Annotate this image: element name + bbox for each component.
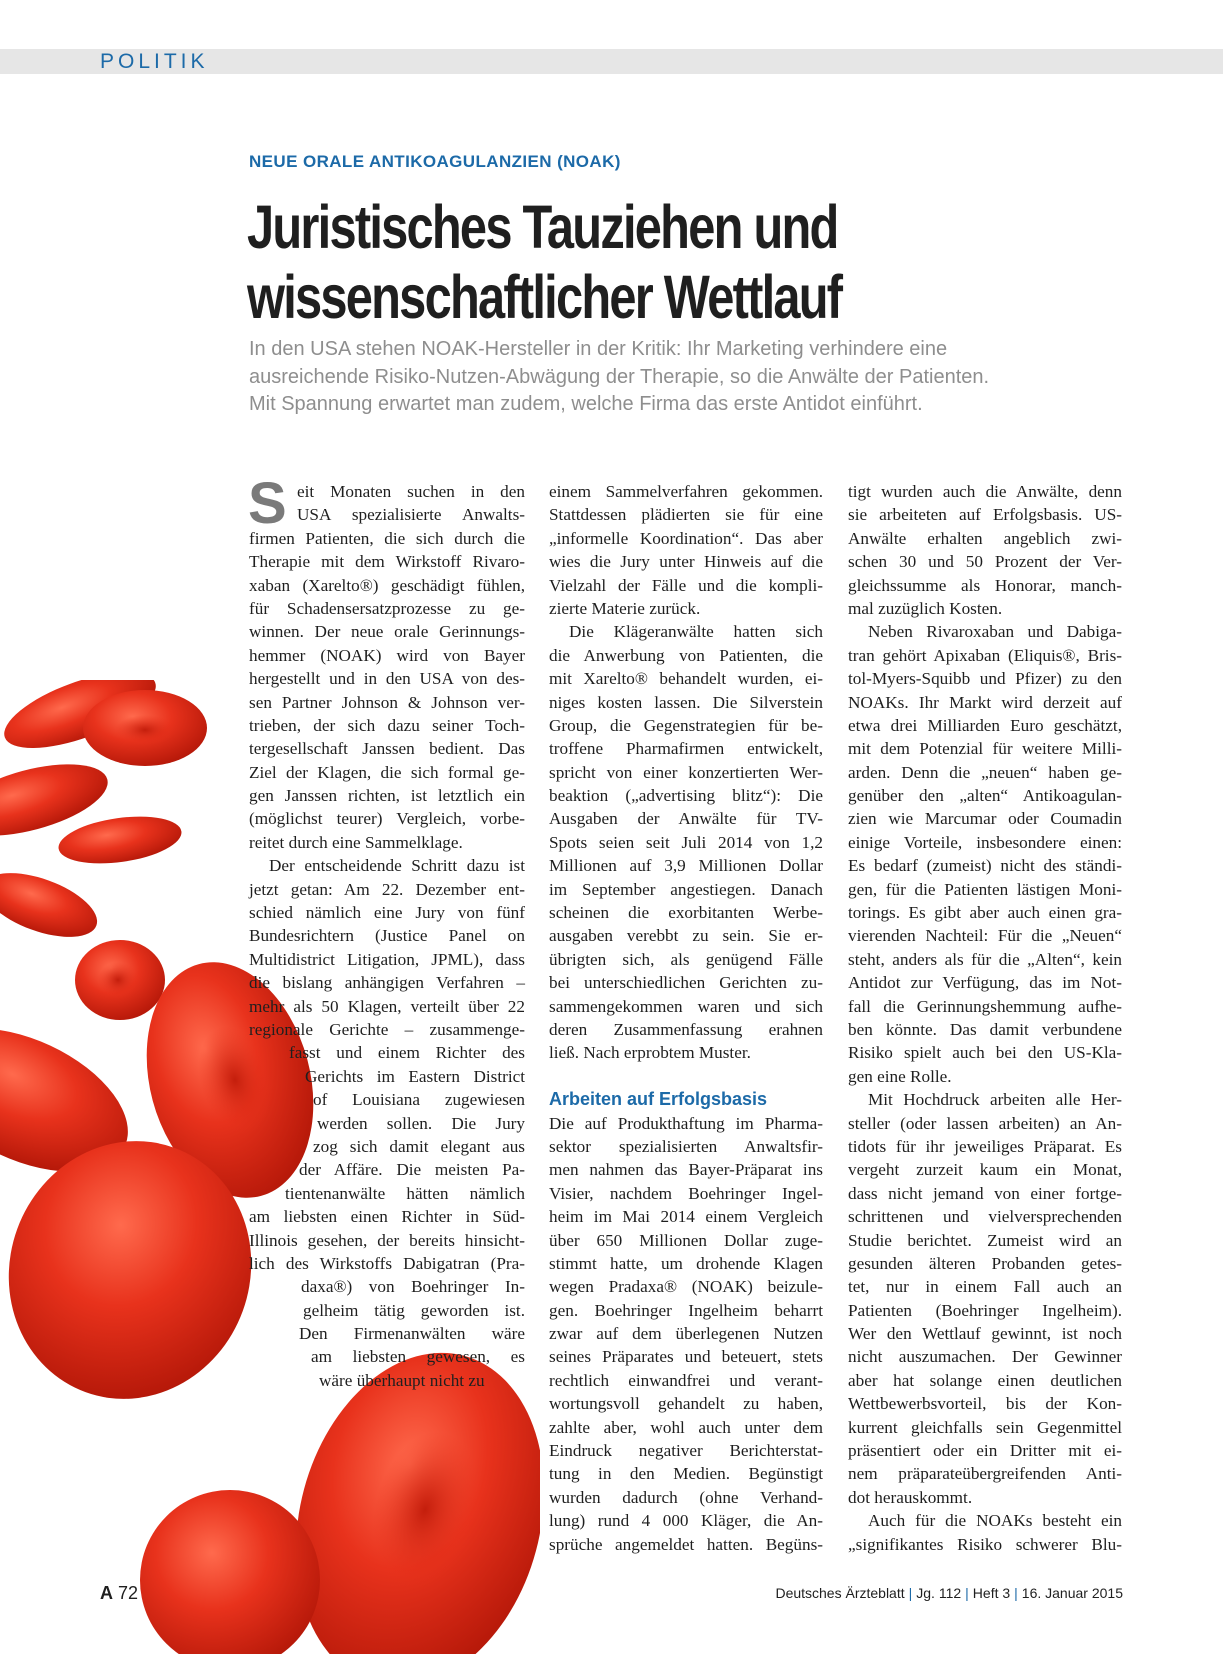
text-line: zien wie Marcumar oder Coumadin [848, 809, 1122, 829]
text-line: Therapie mit dem Wirkstoff Rivaro- [249, 552, 525, 572]
text-line: Antidot zur Verfügung, das im Not- [848, 973, 1122, 993]
kicker: NEUE ORALE ANTIKOAGULANZIEN (NOAK) [249, 152, 621, 171]
text-line: zahlte aber, wohl auch unter dem [549, 1417, 823, 1437]
text-line: hemmer (NOAK) wird von Bayer [249, 645, 525, 665]
text-line: wurden dadurch (ohne Verhand- [549, 1487, 823, 1507]
text-line: aber hat solange einen deutlichen [848, 1370, 1122, 1390]
text-line: dot herauskommt. [848, 1487, 973, 1507]
footer-issue: Heft 3 [972, 1585, 1011, 1601]
text-line: Die Klägeranwälte hatten sich [569, 622, 823, 642]
text-line: Millionen auf 3,9 Millionen Dollar [549, 856, 823, 876]
text-line: Multidistrict Litigation, JPML), dass [249, 949, 525, 969]
text-line: Neben Rivaroxaban und Dabiga- [868, 622, 1122, 642]
text-line: gen Janssen richten, ist letztlich ein [249, 786, 525, 806]
text-line: Risiko spielt auch bei den US-Kla- [848, 1043, 1122, 1063]
text-line: zwar auf dem überlegenen Nutzen [549, 1324, 823, 1344]
text-line: Visier, nachdem Boehringer Ingel- [549, 1183, 823, 1203]
text-line: mehr als 50 Klagen, verteilt über 22 [249, 996, 525, 1016]
text-line: übrigten sich, als genügend Fälle [549, 949, 823, 969]
text-line: Vielzahl der Fälle und die kompli- [549, 575, 823, 595]
text-line: am liebsten gewesen, es [311, 1347, 525, 1367]
text-line: bei unterschiedlichen Gerichten zu- [549, 973, 823, 993]
text-line: schen 30 und 50 Prozent der Ver- [848, 552, 1122, 572]
text-line: of Louisiana zugewiesen [313, 1090, 525, 1110]
body-column-3 [848, 480, 1122, 1556]
text-line: die bislang anhängigen Verfahren – [249, 973, 525, 993]
blood-cell-4 [56, 810, 185, 871]
text-line: lich des Wirkstoffs Dabigatran (Pra- [249, 1253, 525, 1273]
text-line: troffene Pharmafirmen entwickelt, [549, 739, 823, 759]
text-line: Mit Hochdruck arbeiten alle Her- [868, 1090, 1122, 1110]
folio-prefix: A [100, 1583, 113, 1603]
standfirst-line-1: In den USA stehen NOAK-Hersteller in der Kritik: Ihr Marketing verhindere eine [249, 338, 948, 360]
text-line: vergeht zurzeit kaum ein Monat, [848, 1160, 1122, 1180]
text-line: winnen. Der neue orale Gerinnungs- [249, 622, 525, 642]
text-line: arden. Denn die „neuen“ haben ge- [848, 762, 1122, 782]
text-line: fasst und einem Richter des [289, 1043, 525, 1063]
standfirst-line-3: Mit Spannung erwartet man zudem, welche Firma das erste Antidot einführt. [249, 393, 923, 415]
text-line: wegen Pradaxa® (NOAK) beizule- [549, 1277, 823, 1297]
text-line: gen, für die Patienten lästigen Moni- [848, 879, 1122, 899]
text-line: zierte Materie zurück. [549, 598, 701, 618]
text-line: deren Zusammenfassung erahnen [549, 1019, 823, 1039]
text-line: xaban (Xarelto®) geschädigt fühlen, [249, 575, 525, 595]
text-line: „signifikantes Risiko schwerer Blu- [848, 1534, 1122, 1554]
standfirst-line-2: ausreichende Risiko-Nutzen-Abwägung der Therapie, so die Anwälte der Patienten. [249, 365, 990, 388]
text-line: Es bedarf (zumeist) nicht des ständi- [848, 856, 1122, 876]
text-line: gen. Boehringer Ingelheim beharrt [549, 1300, 823, 1320]
text-line: werden sollen. Die Jury [317, 1113, 525, 1133]
text-line: Spots seien seit Juli 2014 von 1,2 [549, 832, 823, 852]
text-line: heim im Mai 2014 einem Vergleich [549, 1207, 823, 1227]
text-line: ausgaben verebbt zu sein. Sie er- [549, 926, 823, 946]
footer-separator: | [1014, 1585, 1018, 1601]
text-line: tol-Myers-Squibb und Pfizer) zu den [848, 669, 1122, 689]
text-line: Wettbewerbsvorteil, bis der Kon- [848, 1394, 1122, 1414]
text-line: am liebsten einen Richter in Süd- [249, 1207, 525, 1227]
text-line: Studie berichtet. Zumeist wird an [848, 1230, 1122, 1250]
drop-cap: S [248, 471, 287, 536]
text-line: die Anwerbung von Patienten, die [549, 645, 823, 665]
text-line: Illinois gesehen, der bereits hinsicht- [249, 1230, 525, 1250]
text-line: lung) rund 4 000 Kläger, die An- [549, 1511, 823, 1531]
text-line: „informelle Koordination“. Das aber [549, 528, 823, 548]
text-line: scheinen die exorbitanten Werbe- [549, 903, 823, 923]
text-line: Anwälte erhalten angeblich zwi- [848, 528, 1122, 548]
text-line: tung in den Medien. Begünstigt [549, 1464, 823, 1484]
footer-separator: | [908, 1585, 913, 1601]
text-line: der Affäre. Die meisten Pa- [299, 1160, 525, 1180]
text-line: mit dem Potenzial für weitere Milli- [848, 739, 1122, 759]
text-line: Gerichts im Eastern District [305, 1066, 525, 1086]
text-line: rechtlich einwandfrei und verant- [549, 1370, 823, 1390]
text-line: Ausgaben der Anwälte für TV- [549, 809, 823, 829]
text-line: mal zuzüglich Kosten. [848, 598, 1003, 618]
text-line: beaktion („advertising blitz“): Die [549, 786, 823, 806]
subheading: Arbeiten auf Erfolgsbasis [549, 1089, 768, 1110]
text-line: USA spezialisierte Anwalts- [297, 505, 525, 525]
text-line: men nahmen das Bayer-Präparat ins [549, 1160, 823, 1180]
text-line: nicht auszumachen. Der Gewinner [848, 1347, 1122, 1367]
text-line: Group, die Gegenstrategien für be- [549, 715, 823, 735]
text-line: dass nicht jemand von einer fortge- [848, 1183, 1122, 1203]
text-line: tergesellschaft Janssen bedient. Das [249, 739, 525, 759]
page-folio [100, 1583, 138, 1604]
text-line: Eindruck negativer Berichterstat- [549, 1441, 823, 1461]
folio-page-number: 72 [118, 1583, 139, 1603]
text-line: Ziel der Klagen, die sich formal ge- [249, 762, 525, 782]
text-line: zog sich damit elegant aus [313, 1136, 525, 1156]
text-line: wortungsvoll gehandelt zu haben, [549, 1394, 823, 1414]
text-line: sprüche angemeldet hatten. Begüns- [549, 1534, 823, 1554]
text-line: gleichssumme als Honorar, manch- [848, 575, 1122, 595]
text-line: Die auf Produkthaftung im Pharma- [549, 1113, 823, 1133]
text-line: tran gehört Apixaban (Eliquis®, Bris- [848, 645, 1122, 665]
text-line: Wer den Wettlauf gewinnt, ist noch [848, 1324, 1122, 1344]
text-line: tet, nur in einem Fall auch an [848, 1277, 1122, 1297]
text-line: Auch für die NOAKs besteht ein [868, 1511, 1122, 1531]
text-line: jetzt getan: Am 22. Dezember ent- [249, 879, 525, 899]
footer-volume: Jg. 112 [916, 1585, 962, 1601]
text-line: gesunden älteren Probanden getes- [848, 1253, 1122, 1273]
text-line: Bundesrichtern (Justice Panel on [249, 926, 525, 946]
text-line: gelheim tätig geworden ist. [303, 1300, 525, 1320]
text-line: tidots für ihr jeweiliges Präparat. Es [848, 1136, 1122, 1156]
text-line: gen eine Rolle. [848, 1066, 952, 1086]
text-line: Den Firmenanwälten wäre [299, 1324, 525, 1344]
footer-separator: | [965, 1585, 969, 1601]
text-line: spricht von einer konzertierten Wer- [549, 762, 823, 782]
section-label: POLITIK [100, 50, 209, 73]
text-line: Patienten (Boehringer Ingelheim). [848, 1300, 1122, 1320]
text-line: tientenanwälte hätten nämlich [285, 1183, 525, 1203]
text-line: sammengekommen waren und sich [549, 996, 823, 1016]
text-line: sie arbeiteten auf Erfolgsbasis. US- [848, 505, 1122, 525]
text-line: genüber den „alten“ Antikoagulan- [848, 786, 1122, 806]
text-line: wies die Jury unter Hinweis auf die [549, 552, 823, 572]
standfirst [249, 336, 1149, 419]
text-line: einige Vorteile, insbesondere einen: [848, 832, 1122, 852]
text-line: Der entscheidende Schritt dazu ist [269, 856, 525, 876]
text-line: über 650 Millionen Dollar zuge- [549, 1230, 823, 1250]
text-line: torings. Es gibt aber auch einen gra- [848, 903, 1122, 923]
text-line: präsentiert oder ein Dritter mit ei- [848, 1441, 1122, 1461]
footer-citation [775, 1585, 1123, 1601]
blood-cell-11 [140, 1490, 320, 1654]
text-line: steht, anders als für die „Alten“, kein [848, 949, 1122, 969]
text-line: regionale Gerichte – zusammenge- [249, 1019, 525, 1039]
text-line: schied nämlich eine Jury von fünf [249, 903, 525, 923]
text-line: kurrent gleichfalls sein Gegenmittel [848, 1417, 1122, 1437]
text-line: trieben, der sich dazu seiner Toch- [249, 715, 525, 735]
footer-journal: Deutsches Ärzteblatt [775, 1585, 905, 1601]
footer-date: 16. Januar 2015 [1021, 1585, 1123, 1601]
headline [247, 192, 967, 332]
text-line: firmen Patienten, die sich durch die [249, 528, 525, 548]
text-line: sektor spezialisierten Anwaltsfir- [549, 1136, 823, 1156]
text-line: steller (oder lassen arbeiten) an An- [848, 1113, 1122, 1133]
text-line: eit Monaten suchen in den [297, 482, 525, 501]
text-line: für Schadensersatzprozesse zu ge- [249, 598, 525, 618]
body-column-2 [549, 480, 823, 1556]
text-line: seines Präparates und beteuert, stets [549, 1347, 823, 1367]
headline-line-2: wissenschaftlicher Wettlauf [247, 263, 842, 331]
text-line: hergestellt und in den USA von des- [249, 669, 525, 689]
text-line: niges kosten lassen. Die Silverstein [549, 692, 823, 712]
text-line: ben könnte. Das damit verbundene [848, 1019, 1122, 1039]
blood-cell-2 [83, 690, 207, 766]
text-line: (möglichst teurer) Vergleich, vorbe- [249, 809, 525, 829]
text-line: mit Xarelto® behandelt wurden, ei- [549, 669, 823, 689]
blood-cell-5 [0, 860, 105, 950]
paragraph-gap [549, 1065, 823, 1088]
text-line: etwa drei Milliarden Euro geschätzt, [848, 715, 1122, 735]
text-line: fall die Gerinnungshemmung aufhe- [848, 996, 1122, 1016]
text-line: ließ. Nach erprobtem Muster. [549, 1043, 751, 1063]
text-line: schrittenen und vielversprechenden [848, 1207, 1122, 1227]
text-line: wäre überhaupt nicht zu [319, 1370, 485, 1390]
text-line: Stattdessen plädierten sie für eine [549, 505, 823, 525]
text-line: reitet durch eine Sammelklage. [249, 832, 463, 852]
text-line: einem Sammelverfahren gekommen. [549, 482, 823, 501]
text-line: NOAKs. Ihr Markt wird derzeit auf [848, 692, 1122, 712]
body-column-1 [248, 471, 525, 1392]
text-line: nem präparateübergreifenden Anti- [848, 1464, 1122, 1484]
text-line: im September angestiegen. Danach [549, 879, 823, 899]
text-line: daxa®) von Boehringer In- [301, 1277, 525, 1297]
text-line: sen Partner Johnson & Johnson ver- [249, 692, 525, 712]
headline-line-1: Juristisches Tauziehen und [247, 193, 838, 261]
blood-cell-6 [75, 940, 165, 1020]
text-line: stimmt hatte, um drohende Klagen [549, 1253, 823, 1273]
text-line: tigt wurden auch die Anwälte, denn [848, 482, 1122, 501]
text-line: vierenden Nachteil: Für die „Neuen“ [848, 926, 1122, 946]
